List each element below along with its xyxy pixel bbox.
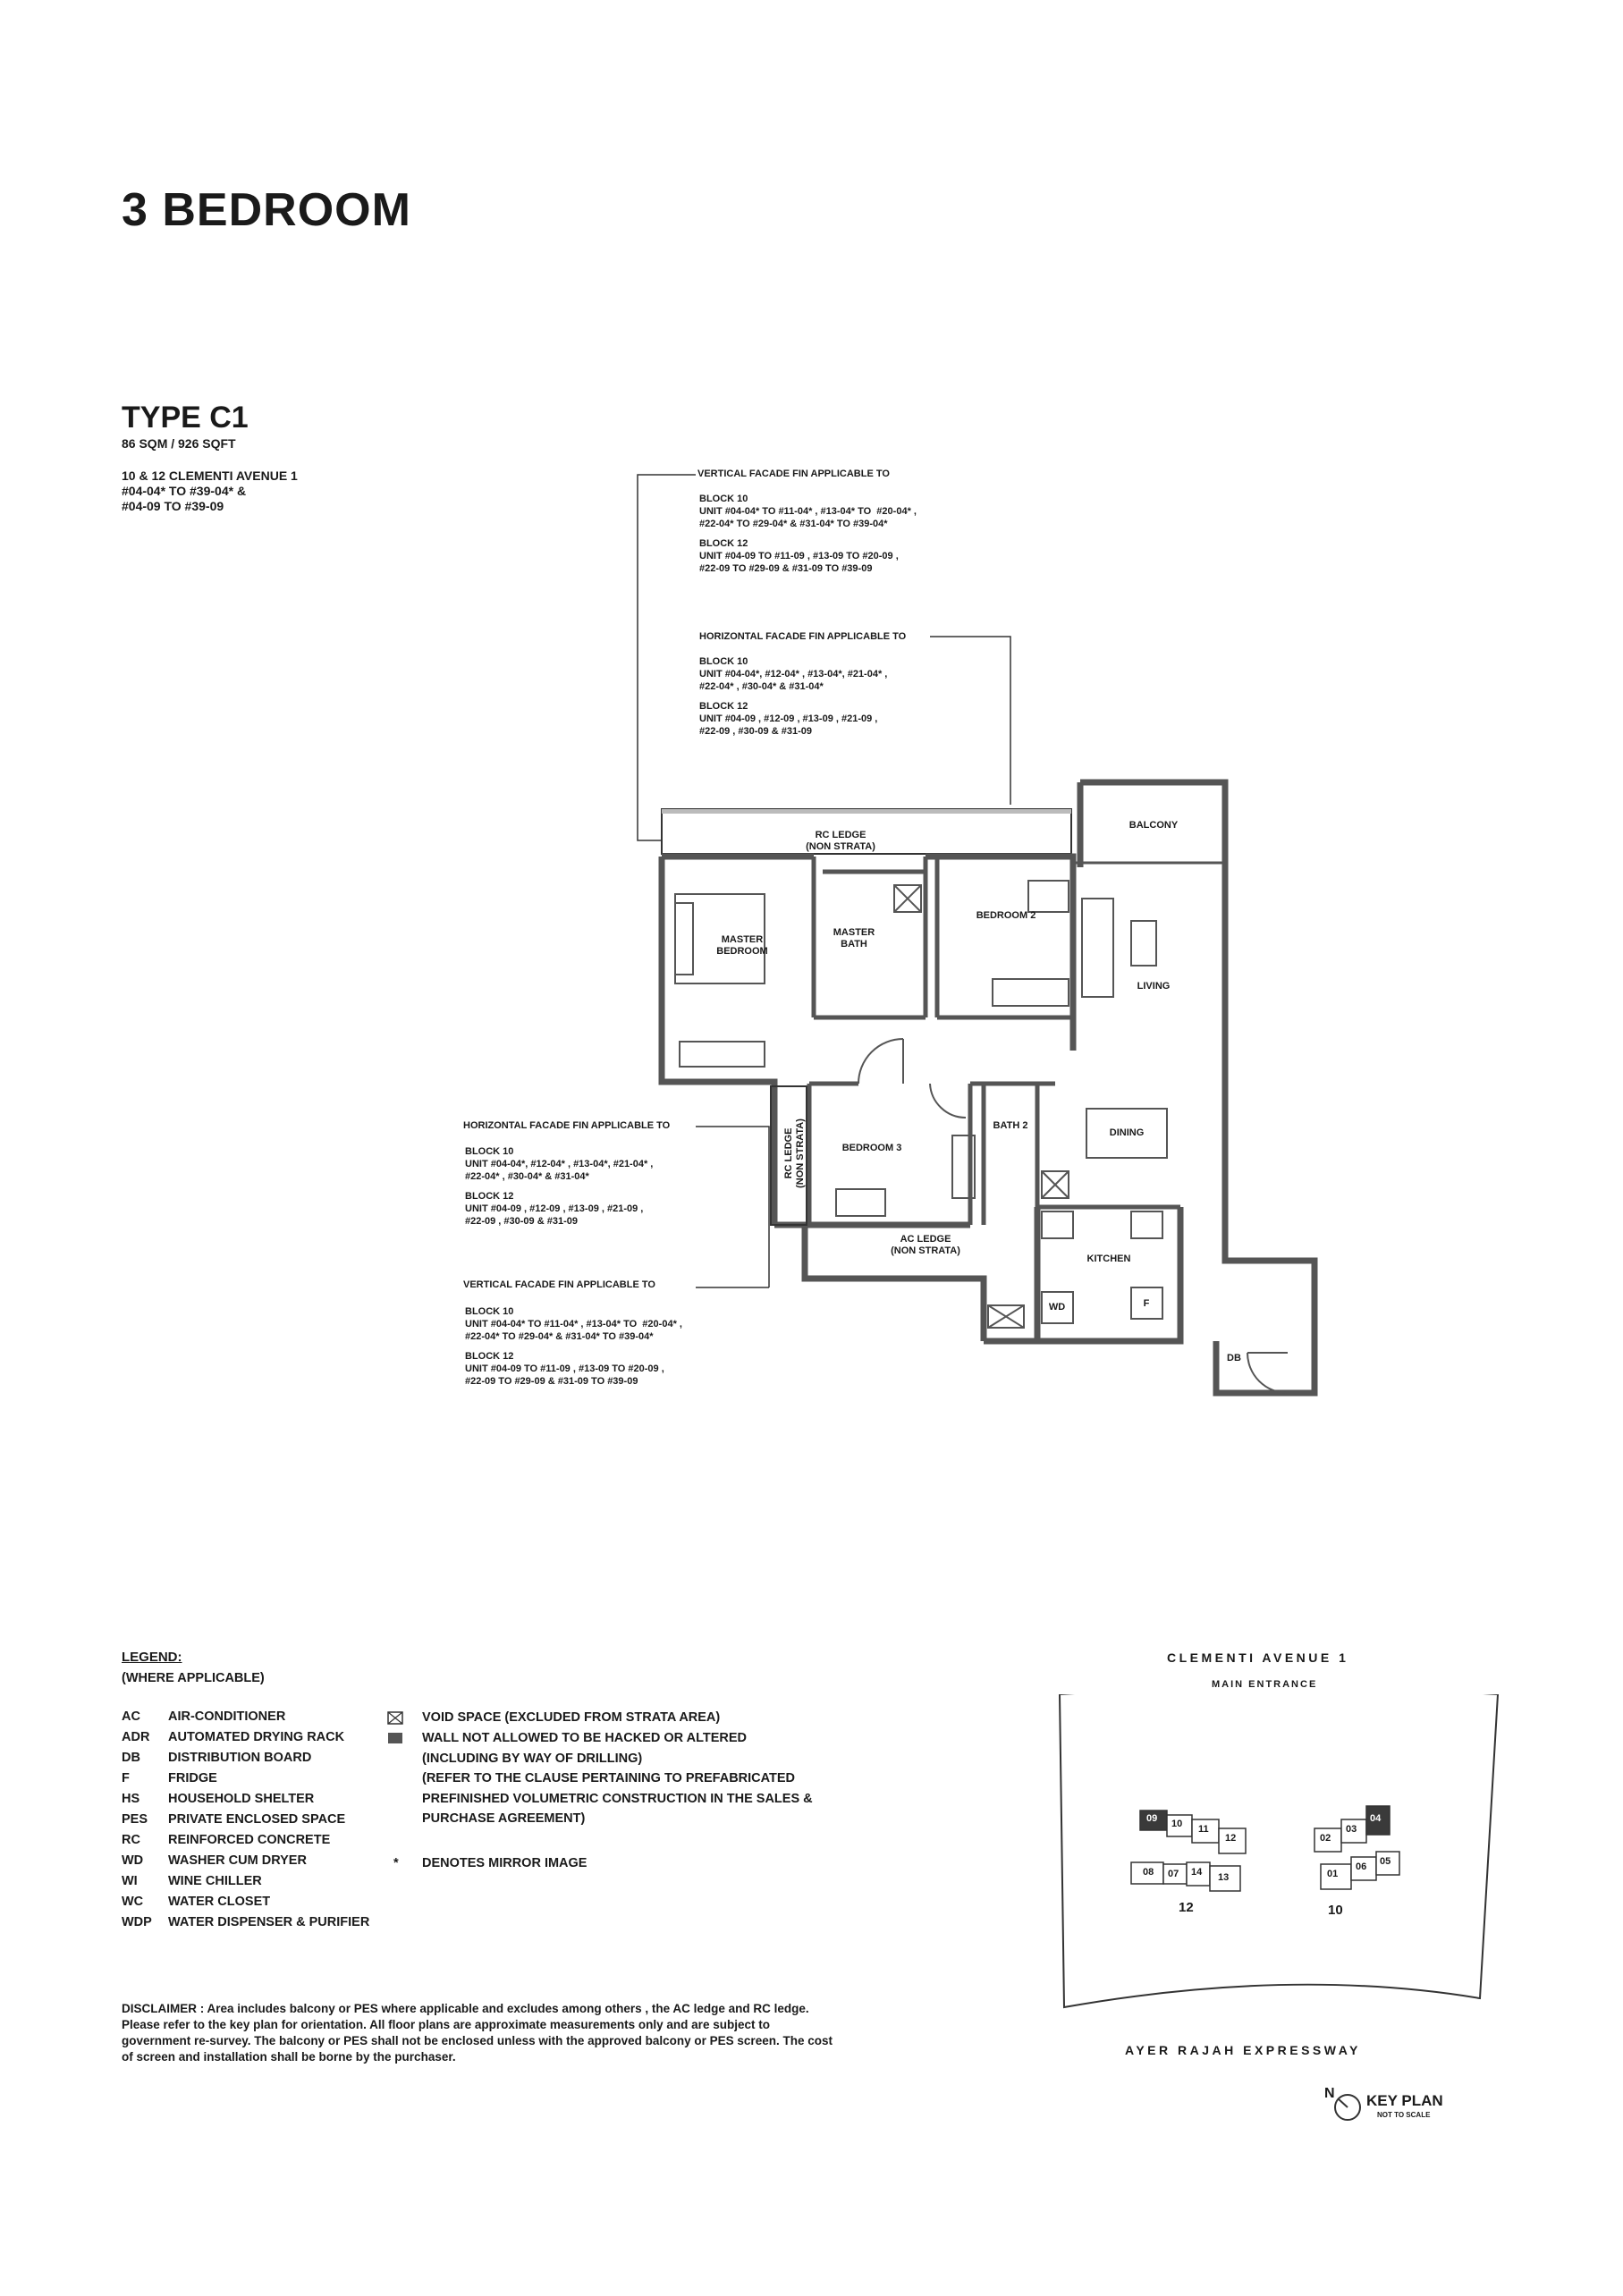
north-arrow-icon xyxy=(1332,2092,1363,2123)
callout-leaders xyxy=(638,475,1010,1287)
bedroom3-bed xyxy=(836,1189,885,1216)
legend-abbr: HS xyxy=(122,1792,140,1806)
callout-line: BLOCK 12 xyxy=(699,538,748,549)
master-bed-head xyxy=(675,903,693,975)
room-label-line: (NON STRATA) xyxy=(806,841,875,852)
legend-abbr: WDP xyxy=(122,1915,152,1929)
room-label-bedroom3: BEDROOM 3 xyxy=(841,1143,902,1153)
legend-item xyxy=(122,1709,285,1724)
legend-abbr: F xyxy=(122,1771,130,1785)
key-plan-unit: 02 xyxy=(1320,1833,1331,1844)
key-plan-block-10: 10 xyxy=(1328,1903,1343,1918)
kitchen-sink xyxy=(1131,1211,1162,1238)
callout-line: #22-09 , #30-09 & #31-09 xyxy=(699,726,812,737)
legend-mirror-mark: * xyxy=(393,1856,399,1870)
bedroom2-desk xyxy=(1028,881,1069,912)
callout-line: BLOCK 10 xyxy=(465,1146,514,1157)
legend-wall-line: PREFINISHED VOLUMETRIC CONSTRUCTION IN THE SALES & xyxy=(422,1791,813,1806)
legend-item xyxy=(122,1895,270,1909)
site-boundary xyxy=(1060,1694,1498,2007)
callout-heading: HORIZONTAL FACADE FIN APPLICABLE TO xyxy=(463,1120,671,1131)
room-label-kitchen: KITCHEN xyxy=(1086,1254,1131,1264)
callout-line: UNIT #04-04* TO #11-04* , #13-04* TO #20-04* , xyxy=(699,506,917,517)
legend-text: DISTRIBUTION BOARD xyxy=(168,1751,312,1765)
key-plan-unit: 10 xyxy=(1171,1819,1183,1829)
callout-line: #22-04* , #30-04* & #31-04* xyxy=(699,681,824,692)
legend-text: FRIDGE xyxy=(168,1771,217,1785)
legend-wall-line: PURCHASE AGREEMENT) xyxy=(422,1811,586,1826)
wall-not-hackable-icon xyxy=(388,1733,402,1743)
address-line: 10 & 12 CLEMENTI AVENUE 1 xyxy=(122,468,298,483)
callout-line: BLOCK 10 xyxy=(699,656,748,667)
legend-wall-block xyxy=(422,1728,813,1829)
room-label-line: (NON STRATA) xyxy=(795,1118,806,1188)
exterior-wall-right xyxy=(1080,782,1314,1393)
key-plan-main-entrance: MAIN ENTRANCE xyxy=(1212,1679,1318,1690)
key-plan-subtitle: NOT TO SCALE xyxy=(1377,2111,1431,2119)
callout-line: UNIT #04-09 TO #11-09 , #13-09 TO #20-09 , xyxy=(465,1363,664,1374)
unit-type-title: TYPE C1 xyxy=(122,401,249,435)
disclaimer: DISCLAIMER : Area includes balcony or PES where applicable and excludes among others , the AC ledge and RC ledge. Please refer to the key plan for orientation. All floor plans are approximate measurements only and are subject to government re-survey. The balcony or PES shall not be enclosed unless with the approved balcony or PES screen. The cost of screen and installation shall be borne by the purchaser. xyxy=(122,2002,833,2064)
callout-line: BLOCK 10 xyxy=(699,494,748,504)
legend-abbr: AC xyxy=(122,1709,140,1724)
room-label-db: DB xyxy=(1227,1353,1241,1363)
legend-abbr: WI xyxy=(122,1874,138,1888)
key-plan-title: KEY PLAN xyxy=(1366,2092,1443,2109)
legend-symbols xyxy=(386,1709,406,1745)
room-label-living: LIVING xyxy=(1137,981,1171,992)
key-plan-unit: 11 xyxy=(1198,1824,1209,1835)
legend-abbr: WD xyxy=(122,1853,144,1868)
facade-fin xyxy=(662,809,1071,814)
legend-wall-line: WALL NOT ALLOWED TO BE HACKED OR ALTERED xyxy=(422,1731,748,1745)
callout-line: UNIT #04-04*, #12-04* , #13-04*, #21-04* , xyxy=(699,669,888,680)
legend-abbr: WC xyxy=(122,1895,144,1909)
room-label-balcony: BALCONY xyxy=(1128,820,1179,831)
legend-text: WASHER CUM DRYER xyxy=(168,1853,307,1868)
key-plan-unit: 05 xyxy=(1380,1856,1391,1867)
callout-line: UNIT #04-09 , #12-09 , #13-09 , #21-09 , xyxy=(465,1203,644,1214)
room-label-rc-ledge-side xyxy=(783,1100,807,1207)
callout-line: #22-09 TO #29-09 & #31-09 TO #39-09 xyxy=(699,563,873,574)
cooktop xyxy=(1042,1211,1073,1238)
legend-text: HOUSEHOLD SHELTER xyxy=(168,1792,315,1806)
callout-line: UNIT #04-04* TO #11-04* , #13-04* TO #20-04* , xyxy=(465,1319,682,1329)
callout-heading: VERTICAL FACADE FIN APPLICABLE TO xyxy=(697,468,890,479)
legend-item xyxy=(122,1833,330,1847)
callout-heading: VERTICAL FACADE FIN APPLICABLE TO xyxy=(463,1279,655,1290)
callout-line: BLOCK 12 xyxy=(465,1191,514,1202)
sofa xyxy=(1082,899,1113,997)
callout-line: BLOCK 10 xyxy=(465,1306,514,1317)
legend-abbr: ADR xyxy=(122,1730,150,1744)
room-label-line: RC LEDGE xyxy=(783,1127,794,1179)
legend-item xyxy=(122,1915,369,1929)
room-label-line: BATH xyxy=(841,939,867,950)
callout-line: UNIT #04-09 , #12-09 , #13-09 , #21-09 , xyxy=(699,713,878,724)
key-plan-unit: 07 xyxy=(1168,1869,1179,1879)
key-plan-unit: 04 xyxy=(1370,1813,1382,1824)
room-label-line: BEDROOM xyxy=(716,946,768,957)
legend-wall-line: (REFER TO THE CLAUSE PERTAINING TO PREFABRICATED xyxy=(422,1771,796,1785)
key-plan-unit: 03 xyxy=(1346,1824,1357,1835)
legend-void-text: VOID SPACE (EXCLUDED FROM STRATA AREA) xyxy=(422,1710,721,1725)
legend-item xyxy=(122,1771,217,1785)
room-label-master-bath xyxy=(823,927,885,950)
legend-text: PRIVATE ENCLOSED SPACE xyxy=(168,1812,346,1827)
room-label-bath2: BATH 2 xyxy=(993,1120,1028,1131)
room-label-line: MASTER xyxy=(721,934,764,945)
room-label-fridge: F xyxy=(1143,1298,1150,1309)
key-plan-map xyxy=(1051,1694,1507,2025)
address-line: #04-04* TO #39-04* & xyxy=(122,484,247,498)
key-plan-unit: 01 xyxy=(1327,1869,1339,1879)
key-plan-block-12: 12 xyxy=(1179,1900,1194,1915)
room-label-rc-ledge xyxy=(787,830,894,853)
legend-heading: LEGEND: xyxy=(122,1650,182,1665)
callout-line: UNIT #04-09 TO #11-09 , #13-09 TO #20-09 , xyxy=(699,551,899,561)
key-plan-unit: 06 xyxy=(1356,1861,1367,1872)
legend-item xyxy=(122,1730,344,1744)
legend-wall-line: (INCLUDING BY WAY OF DRILLING) xyxy=(422,1751,643,1766)
room-label-line: MASTER xyxy=(833,927,875,938)
legend-item xyxy=(122,1812,345,1827)
legend-text: WATER CLOSET xyxy=(168,1895,271,1909)
legend-text: AUTOMATED DRYING RACK xyxy=(168,1730,345,1744)
legend-text: WATER DISPENSER & PURIFIER xyxy=(168,1915,370,1929)
callout-line: BLOCK 12 xyxy=(699,701,748,712)
legend-abbr: PES xyxy=(122,1812,148,1827)
legend-item xyxy=(122,1874,262,1888)
legend-item xyxy=(122,1792,314,1806)
callout-heading: HORIZONTAL FACADE FIN APPLICABLE TO xyxy=(699,631,907,642)
master-wardrobe xyxy=(680,1042,765,1067)
legend-text: REINFORCED CONCRETE xyxy=(168,1833,331,1847)
callout-line: #22-04* TO #29-04* & #31-04* TO #39-04* xyxy=(699,519,888,529)
room-label-dining: DINING xyxy=(1109,1127,1145,1138)
room-label-line: RC LEDGE xyxy=(815,830,866,840)
key-plan-unit: 13 xyxy=(1218,1872,1230,1883)
room-label-bedroom2: BEDROOM 2 xyxy=(976,910,1036,921)
room-label-line: (NON STRATA) xyxy=(891,1245,960,1256)
legend-text: AIR-CONDITIONER xyxy=(168,1709,286,1724)
legend-abbr: RC xyxy=(122,1833,140,1847)
legend-abbr: DB xyxy=(122,1751,140,1765)
key-plan-unit: 08 xyxy=(1143,1867,1154,1878)
legend-mirror-text: DENOTES MIRROR IMAGE xyxy=(422,1856,587,1870)
room-label-wd: WD xyxy=(1048,1302,1066,1313)
callout-line: UNIT #04-04*, #12-04* , #13-04*, #21-04* , xyxy=(465,1159,654,1169)
address-line: #04-09 TO #39-09 xyxy=(122,499,224,513)
legend-item xyxy=(122,1853,307,1868)
north-label: N xyxy=(1324,2086,1335,2101)
callout-line: #22-09 , #30-09 & #31-09 xyxy=(465,1216,578,1227)
coffee-table xyxy=(1131,921,1156,966)
unit-area: 86 SQM / 926 SQFT xyxy=(122,436,236,451)
key-plan-road-top: CLEMENTI AVENUE 1 xyxy=(1167,1650,1349,1665)
key-plan-unit: 12 xyxy=(1225,1833,1237,1844)
page-title: 3 BEDROOM xyxy=(122,184,411,236)
callout-line: #22-04* , #30-04* & #31-04* xyxy=(465,1171,589,1182)
room-label-master-bedroom xyxy=(697,934,787,958)
legend-subheading: (WHERE APPLICABLE) xyxy=(122,1671,265,1685)
key-plan-unit: 09 xyxy=(1146,1813,1158,1824)
callout-line: #22-04* TO #29-04* & #31-04* TO #39-04* xyxy=(465,1331,654,1342)
callout-line: #22-09 TO #29-09 & #31-09 TO #39-09 xyxy=(465,1376,638,1387)
room-label-ac-ledge xyxy=(872,1234,979,1257)
room-label-line: AC LEDGE xyxy=(900,1234,951,1245)
legend-text: WINE CHILLER xyxy=(168,1874,262,1888)
key-plan-unit: 14 xyxy=(1191,1867,1203,1878)
bedroom2-wardrobe xyxy=(993,979,1069,1006)
key-plan-road-bottom: AYER RAJAH EXPRESSWAY xyxy=(1125,2043,1361,2057)
legend-item xyxy=(122,1751,311,1765)
callout-line: BLOCK 12 xyxy=(465,1351,514,1362)
